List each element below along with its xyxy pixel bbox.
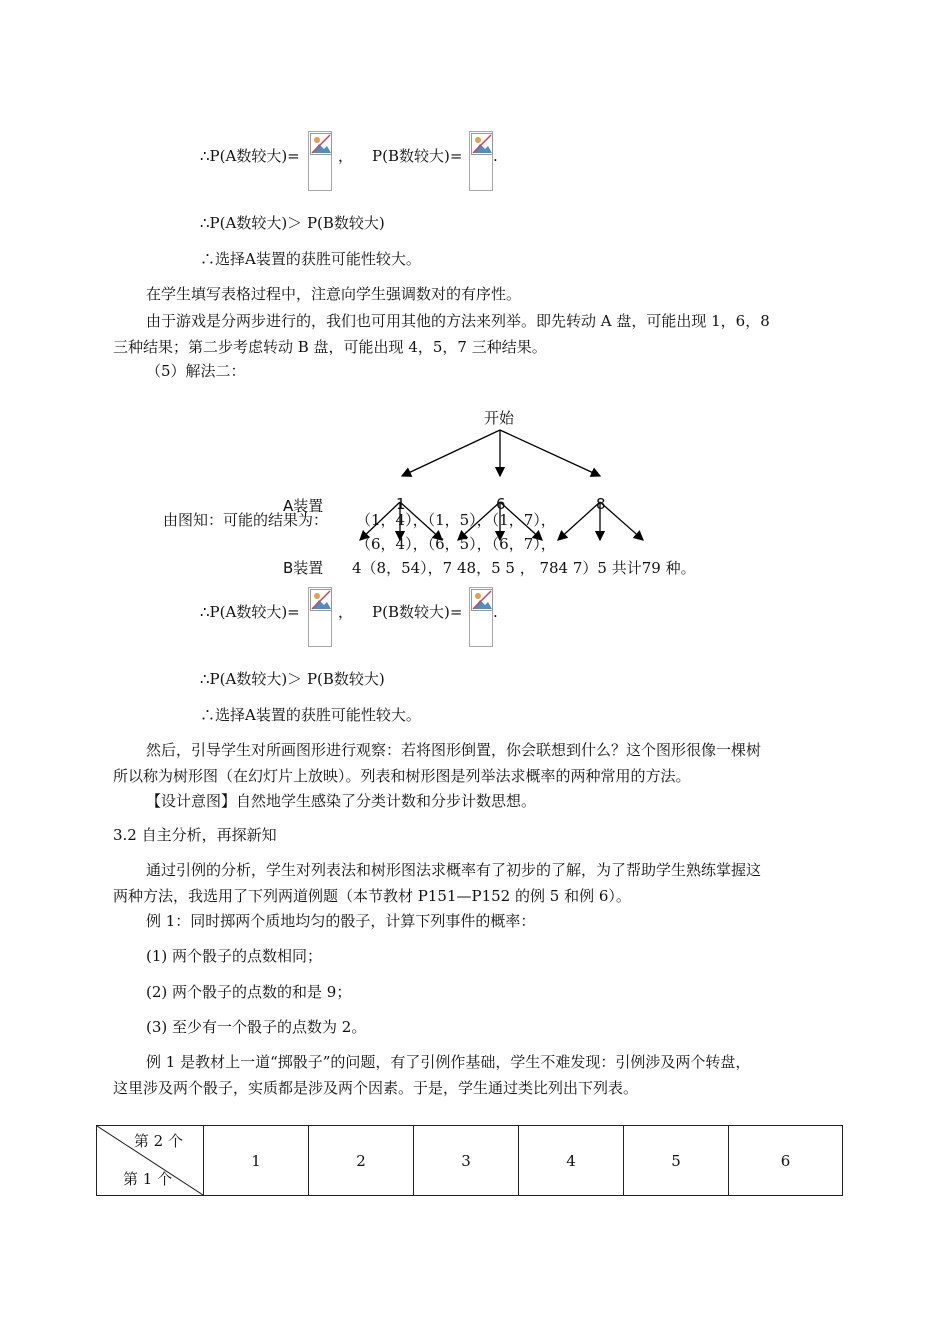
compare-text: ∴P(A数较大)＞ P(B数较大) [200, 670, 385, 688]
prob-a-label: ∴P(A数较大)= [200, 603, 300, 621]
list-item: (2) 两个骰子的点数的和是 9； [146, 983, 352, 1001]
table-header-cell: 5 [624, 1126, 729, 1196]
paragraph: 然后，引导学生对所画图形进行观察：若将图形倒置，你会联想到什么？这个图形很像一棵树 [146, 741, 762, 759]
table-row [97, 1126, 843, 1196]
b-device-label: B装置 [283, 559, 324, 577]
tree-a-value: 6 [496, 495, 506, 513]
paragraph: 由于游戏是分两步进行的，我们也可用其他的方法来列举。即先转动 A 盘，可能出现 1，6，8 [146, 312, 770, 330]
section-heading: 3.2 自主分析，再探新知 [113, 826, 277, 844]
choose-text: ∴选择A装置的获胜可能性较大。 [200, 250, 421, 268]
result-row: 4（8，54），7 48，5 5 ， 784 7）5 共计79 种。 [352, 559, 696, 577]
paragraph: 这里涉及两个骰子，实质都是涉及两个因素。于是，学生通过类比列出下列表。 [113, 1079, 639, 1097]
result-intro: 由图知：可能的结果为： [163, 511, 329, 529]
a-device-label: A装置 [283, 497, 324, 515]
choose-text: ∴选择A装置的获胜可能性较大。 [200, 706, 421, 724]
list-item: (3) 至少有一个骰子的点数为 2。 [146, 1018, 367, 1036]
comma: ， [338, 147, 354, 165]
tree-a-value: 8 [596, 495, 606, 513]
missing-image-icon [469, 587, 493, 647]
design-intent: 【设计意图】自然地学生感染了分类计数和分步计数思想。 [146, 792, 537, 810]
prob-a-label: ∴P(A数较大)= [200, 147, 300, 165]
corner-bottom-label: 第 1 个 [123, 1170, 173, 1188]
prob-b-label: P(B数较大)= [372, 603, 463, 621]
tree-diagram [0, 0, 950, 600]
tree-a-value: 1 [396, 495, 406, 513]
table-header-cell: 6 [729, 1126, 843, 1196]
result-row: （1，4），（1，5），（1，7）， [356, 511, 556, 529]
paragraph: 通过引例的分析，学生对列表法和树形图法求概率有了初步的了解，为了帮助学生熟练掌握这 [146, 861, 762, 879]
table-header-cell: 2 [309, 1126, 414, 1196]
tree-start: 开始 [484, 409, 515, 427]
paragraph: 三种结果；第二步考虑转动 B 盘，可能出现 4，5，7 三种结果。 [113, 338, 547, 356]
method-label: （5）解法二： [146, 362, 246, 380]
prob-b-label: P(B数较大)= [372, 147, 463, 165]
corner-top-label: 第 2 个 [133, 1132, 183, 1150]
corner-cell [97, 1126, 204, 1196]
paragraph: 在学生填写表格过程中，注意向学生强调数对的有序性。 [146, 285, 522, 303]
list-item: (1) 两个骰子的点数相同； [146, 947, 323, 965]
missing-image-icon [308, 587, 332, 647]
paragraph: 两种方法，我选用了下列两道例题（本节教材 P151—P152 的例 5 和例 6）。 [113, 887, 631, 905]
period: . [493, 147, 498, 165]
paragraph: 所以称为树形图（在幻灯片上放映）。列表和树形图是列举法求概率的两种常用的方法。 [113, 767, 691, 785]
result-row: （6，4），（6，5），（6，7）， [356, 535, 556, 553]
paragraph: 例 1 是教材上一道“掷骰子”的问题，有了引例作基础，学生不难发现：引例涉及两个转盘， [146, 1053, 751, 1071]
dice-table [96, 1125, 843, 1196]
table-header-cell: 4 [519, 1126, 624, 1196]
table-header-cell: 1 [204, 1126, 309, 1196]
period: . [493, 603, 498, 621]
compare-text: ∴P(A数较大)＞ P(B数较大) [200, 214, 385, 232]
example-title: 例 1：同时掷两个质地均匀的骰子，计算下列事件的概率： [146, 912, 536, 930]
comma: ， [338, 603, 354, 621]
table-header-cell: 3 [414, 1126, 519, 1196]
